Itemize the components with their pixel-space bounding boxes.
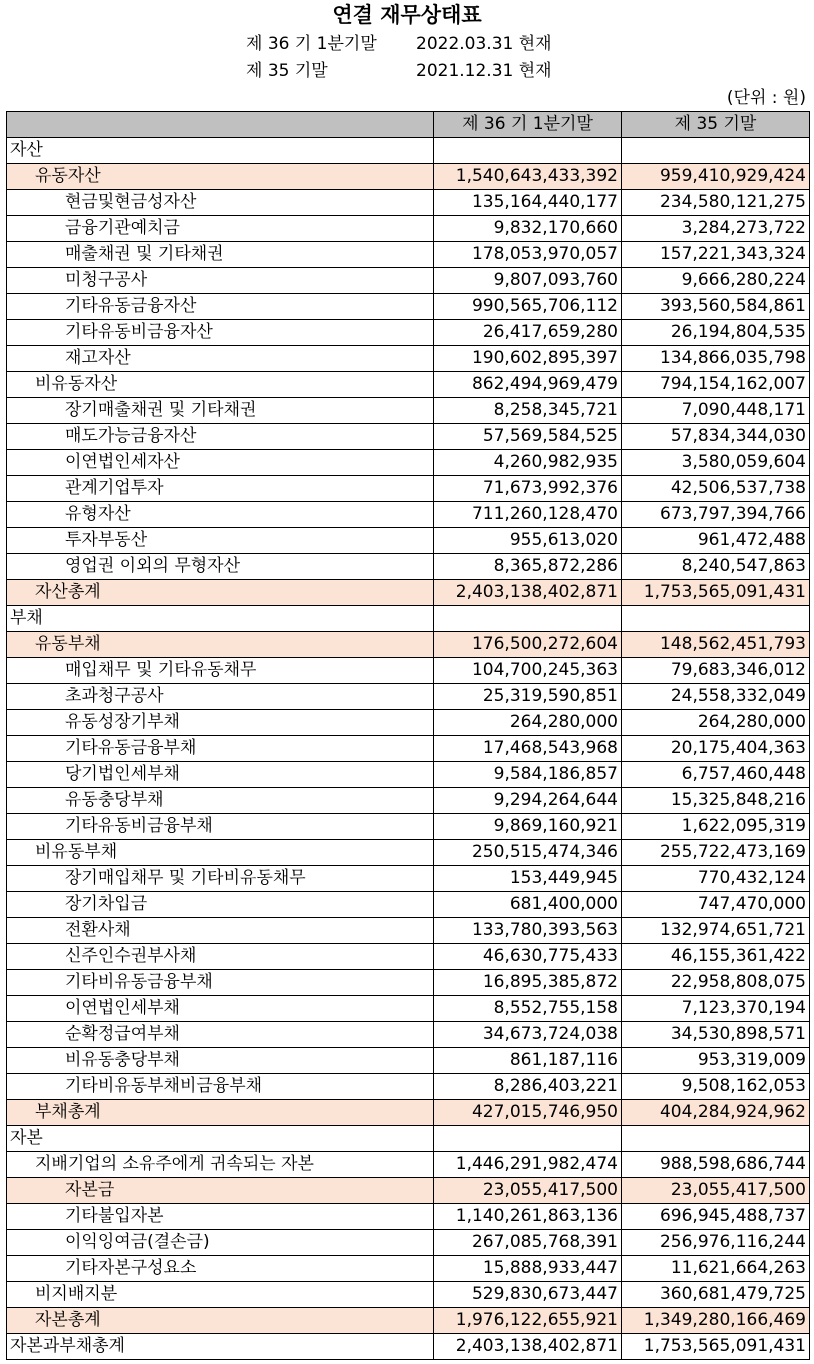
table-row	[7, 320, 810, 346]
account-name: 기타비유동부채비금융부채	[7, 1074, 434, 1100]
prior-period-value: 264,280,000	[622, 710, 810, 736]
table-body	[7, 138, 810, 1360]
account-name: 자산	[7, 138, 434, 164]
prior-period-value	[622, 606, 810, 632]
prior-period-value	[622, 138, 810, 164]
table-row	[7, 450, 810, 476]
prior-period-value: 57,834,344,030	[622, 424, 810, 450]
account-name: 장기차입금	[7, 892, 434, 918]
current-period-value: 57,569,584,525	[434, 424, 622, 450]
table-row	[7, 164, 810, 190]
table-row	[7, 918, 810, 944]
current-period-value: 990,565,706,112	[434, 294, 622, 320]
table-row	[7, 1152, 810, 1178]
table-row	[7, 372, 810, 398]
prior-period-value: 8,240,547,863	[622, 554, 810, 580]
prior-period-value: 673,797,394,766	[622, 502, 810, 528]
table-header-row	[7, 112, 810, 138]
current-period-value: 9,807,093,760	[434, 268, 622, 294]
account-name: 자본과부채총계	[7, 1334, 434, 1360]
table-row	[7, 1048, 810, 1074]
balance-sheet-table	[6, 111, 810, 1360]
header-prior-period: 제 35 기말	[622, 112, 810, 138]
account-name: 지배기업의 소유주에게 귀속되는 자본	[7, 1152, 434, 1178]
account-name: 장기매입채무 및 기타비유동채무	[7, 866, 434, 892]
current-period-value: 26,417,659,280	[434, 320, 622, 346]
current-period-value: 153,449,945	[434, 866, 622, 892]
prior-period-value: 6,757,460,448	[622, 762, 810, 788]
account-name: 영업권 이외의 무형자산	[7, 554, 434, 580]
current-period-value: 861,187,116	[434, 1048, 622, 1074]
account-name: 기타유동비금융부채	[7, 814, 434, 840]
prior-period-value: 9,508,162,053	[622, 1074, 810, 1100]
prior-period-value: 794,154,162,007	[622, 372, 810, 398]
current-period-value: 267,085,768,391	[434, 1230, 622, 1256]
account-name: 자본	[7, 1126, 434, 1152]
table-row	[7, 346, 810, 372]
current-period-value: 2,403,138,402,871	[434, 580, 622, 606]
prior-period-value: 1,753,565,091,431	[622, 580, 810, 606]
prior-period-value: 393,560,584,861	[622, 294, 810, 320]
prior-period-value: 24,558,332,049	[622, 684, 810, 710]
table-row	[7, 944, 810, 970]
prior-period-value: 20,175,404,363	[622, 736, 810, 762]
prior-period-value: 134,866,035,798	[622, 346, 810, 372]
table-row	[7, 294, 810, 320]
account-name: 관계기업투자	[7, 476, 434, 502]
account-name: 유동부채	[7, 632, 434, 658]
current-period-value: 71,673,992,376	[434, 476, 622, 502]
prior-period-value: 747,470,000	[622, 892, 810, 918]
prior-period-value: 3,580,059,604	[622, 450, 810, 476]
current-period-value: 681,400,000	[434, 892, 622, 918]
prior-period-value: 953,319,009	[622, 1048, 810, 1074]
table-row	[7, 762, 810, 788]
table-row	[7, 710, 810, 736]
table-row	[7, 190, 810, 216]
prior-period-value: 256,976,116,244	[622, 1230, 810, 1256]
table-row	[7, 424, 810, 450]
current-period-value: 9,294,264,644	[434, 788, 622, 814]
current-period-value: 250,515,474,346	[434, 840, 622, 866]
table-row	[7, 216, 810, 242]
current-period-value: 104,700,245,363	[434, 658, 622, 684]
account-name: 투자부동산	[7, 528, 434, 554]
current-period-value: 955,613,020	[434, 528, 622, 554]
account-name: 당기법인세부채	[7, 762, 434, 788]
prior-period-value: 1,622,095,319	[622, 814, 810, 840]
prior-period-value: 234,580,121,275	[622, 190, 810, 216]
account-name: 금융기관예치금	[7, 216, 434, 242]
account-name: 이연법인세자산	[7, 450, 434, 476]
prior-period-value: 42,506,537,738	[622, 476, 810, 502]
prior-period-value: 15,325,848,216	[622, 788, 810, 814]
current-period-value: 9,832,170,660	[434, 216, 622, 242]
prior-period-value: 9,666,280,224	[622, 268, 810, 294]
current-period-value: 9,869,160,921	[434, 814, 622, 840]
current-period-value: 25,319,590,851	[434, 684, 622, 710]
account-name: 순확정급여부채	[7, 1022, 434, 1048]
account-name: 기타불입자본	[7, 1204, 434, 1230]
current-period-value: 17,468,543,968	[434, 736, 622, 762]
prior-period-value: 255,722,473,169	[622, 840, 810, 866]
table-row	[7, 242, 810, 268]
table-row	[7, 892, 810, 918]
account-name: 유동충당부채	[7, 788, 434, 814]
current-period-value: 8,552,755,158	[434, 996, 622, 1022]
account-name: 이익잉여금(결손금)	[7, 1230, 434, 1256]
current-period-value: 176,500,272,604	[434, 632, 622, 658]
account-name: 미청구공사	[7, 268, 434, 294]
table-row	[7, 1230, 810, 1256]
current-period-value: 8,365,872,286	[434, 554, 622, 580]
current-period-value: 9,584,186,857	[434, 762, 622, 788]
table-row	[7, 1022, 810, 1048]
account-name: 전환사채	[7, 918, 434, 944]
table-row	[7, 1074, 810, 1100]
account-name: 유동성장기부채	[7, 710, 434, 736]
account-name: 비유동부채	[7, 840, 434, 866]
account-name: 초과청구공사	[7, 684, 434, 710]
account-name: 매출채권 및 기타채권	[7, 242, 434, 268]
table-row	[7, 1308, 810, 1334]
prior-period-value: 7,090,448,171	[622, 398, 810, 424]
current-period-value: 1,976,122,655,921	[434, 1308, 622, 1334]
prior-period-value	[622, 1126, 810, 1152]
current-period-value: 2,403,138,402,871	[434, 1334, 622, 1360]
account-name: 기타자본구성요소	[7, 1256, 434, 1282]
current-period-value: 133,780,393,563	[434, 918, 622, 944]
account-name: 유동자산	[7, 164, 434, 190]
prior-period-value: 3,284,273,722	[622, 216, 810, 242]
prior-period-value: 26,194,804,535	[622, 320, 810, 346]
period-current-label: 제 36 기 1분기말	[246, 34, 377, 54]
current-period-value: 4,260,982,935	[434, 450, 622, 476]
account-name: 자본총계	[7, 1308, 434, 1334]
account-name: 부채	[7, 606, 434, 632]
current-period-value: 1,540,643,433,392	[434, 164, 622, 190]
account-name: 자산총계	[7, 580, 434, 606]
current-period-value	[434, 1126, 622, 1152]
account-name: 유형자산	[7, 502, 434, 528]
current-period-value: 1,140,261,863,136	[434, 1204, 622, 1230]
current-period-value: 862,494,969,479	[434, 372, 622, 398]
unit-label: (단위 : 원)	[726, 88, 806, 108]
table-row	[7, 996, 810, 1022]
prior-period-value: 770,432,124	[622, 866, 810, 892]
current-period-value: 46,630,775,433	[434, 944, 622, 970]
current-period-value: 15,888,933,447	[434, 1256, 622, 1282]
table-row	[7, 684, 810, 710]
table-row	[7, 788, 810, 814]
prior-period-value: 11,621,664,263	[622, 1256, 810, 1282]
current-period-value: 8,286,403,221	[434, 1074, 622, 1100]
prior-period-value: 360,681,479,725	[622, 1282, 810, 1308]
account-name: 부채총계	[7, 1100, 434, 1126]
current-period-value: 23,055,417,500	[434, 1178, 622, 1204]
table-row	[7, 1100, 810, 1126]
account-name: 비지배지분	[7, 1282, 434, 1308]
table-row	[7, 606, 810, 632]
prior-period-value: 7,123,370,194	[622, 996, 810, 1022]
account-name: 이연법인세부채	[7, 996, 434, 1022]
statement-title: 연결 재무상태표	[332, 3, 482, 27]
period-prior-label: 제 35 기말	[246, 61, 328, 81]
prior-period-value: 961,472,488	[622, 528, 810, 554]
current-period-value: 16,895,385,872	[434, 970, 622, 996]
current-period-value: 8,258,345,721	[434, 398, 622, 424]
header-account	[7, 112, 434, 138]
account-name: 기타비유동금융부채	[7, 970, 434, 996]
prior-period-value: 34,530,898,571	[622, 1022, 810, 1048]
header-current-period: 제 36 기 1분기말	[434, 112, 622, 138]
prior-period-value: 132,974,651,721	[622, 918, 810, 944]
account-name: 매도가능금융자산	[7, 424, 434, 450]
table-row	[7, 814, 810, 840]
table-row	[7, 580, 810, 606]
prior-period-value: 79,683,346,012	[622, 658, 810, 684]
account-name: 재고자산	[7, 346, 434, 372]
period-prior-date: 2021.12.31 현재	[416, 61, 552, 81]
current-period-value: 529,830,673,447	[434, 1282, 622, 1308]
current-period-value: 1,446,291,982,474	[434, 1152, 622, 1178]
current-period-value	[434, 138, 622, 164]
table-row	[7, 970, 810, 996]
current-period-value: 427,015,746,950	[434, 1100, 622, 1126]
prior-period-value: 988,598,686,744	[622, 1152, 810, 1178]
table-row	[7, 476, 810, 502]
table-row	[7, 502, 810, 528]
table-row	[7, 1256, 810, 1282]
prior-period-value: 22,958,808,075	[622, 970, 810, 996]
account-name: 신주인수권부사채	[7, 944, 434, 970]
current-period-value: 264,280,000	[434, 710, 622, 736]
account-name: 비유동충당부채	[7, 1048, 434, 1074]
account-name: 비유동자산	[7, 372, 434, 398]
current-period-value: 34,673,724,038	[434, 1022, 622, 1048]
prior-period-value: 157,221,343,324	[622, 242, 810, 268]
account-name: 매입채무 및 기타유동채무	[7, 658, 434, 684]
current-period-value: 190,602,895,397	[434, 346, 622, 372]
table-row	[7, 1178, 810, 1204]
account-name: 자본금	[7, 1178, 434, 1204]
prior-period-value: 1,753,565,091,431	[622, 1334, 810, 1360]
table-row	[7, 1334, 810, 1360]
account-name: 현금및현금성자산	[7, 190, 434, 216]
table-row	[7, 268, 810, 294]
table-row	[7, 1282, 810, 1308]
current-period-value	[434, 606, 622, 632]
table-row	[7, 840, 810, 866]
table-row	[7, 554, 810, 580]
current-period-value: 178,053,970,057	[434, 242, 622, 268]
prior-period-value: 696,945,488,737	[622, 1204, 810, 1230]
table-row	[7, 658, 810, 684]
table-row	[7, 866, 810, 892]
current-period-value: 135,164,440,177	[434, 190, 622, 216]
account-name: 기타유동금융부채	[7, 736, 434, 762]
period-current-date: 2022.03.31 현재	[416, 34, 552, 54]
table-row	[7, 398, 810, 424]
table-row	[7, 632, 810, 658]
account-name: 기타유동비금융자산	[7, 320, 434, 346]
prior-period-value: 404,284,924,962	[622, 1100, 810, 1126]
prior-period-value: 1,349,280,166,469	[622, 1308, 810, 1334]
prior-period-value: 959,410,929,424	[622, 164, 810, 190]
table-row	[7, 528, 810, 554]
table-row	[7, 1204, 810, 1230]
prior-period-value: 46,155,361,422	[622, 944, 810, 970]
current-period-value: 711,260,128,470	[434, 502, 622, 528]
table-row	[7, 1126, 810, 1152]
account-name: 기타유동금융자산	[7, 294, 434, 320]
prior-period-value: 23,055,417,500	[622, 1178, 810, 1204]
prior-period-value: 148,562,451,793	[622, 632, 810, 658]
account-name: 장기매출채권 및 기타채권	[7, 398, 434, 424]
table-row	[7, 736, 810, 762]
table-row	[7, 138, 810, 164]
